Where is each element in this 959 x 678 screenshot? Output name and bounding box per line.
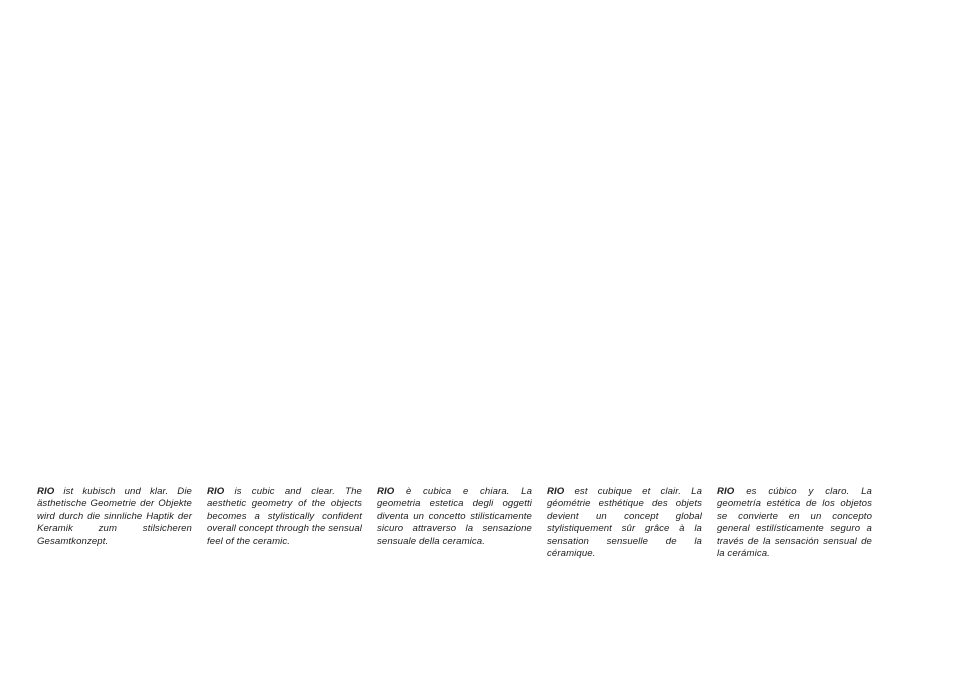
text-column-french xyxy=(547,486,702,560)
text-column-german xyxy=(37,486,192,560)
product-name-rio: RIO xyxy=(717,486,735,497)
paragraph-german xyxy=(37,486,192,548)
paragraph-spanish-text: es cúbico y claro. La geometría estética de los objetos se convierte en un concepto general estilísticamente seguro a través de la sensación sensual de la cerámica. xyxy=(717,486,872,560)
paragraph-english xyxy=(207,486,362,548)
paragraph-german-text: ist kubisch und klar. Die ästhetische Geometrie der Objekte wird durch die sinnliche Haptik der Keramik zum stilsicheren Gesamtkonzept. xyxy=(37,486,192,547)
product-name-rio: RIO xyxy=(207,486,225,497)
text-column-italian xyxy=(377,486,532,560)
paragraph-spanish xyxy=(717,486,872,560)
text-column-english xyxy=(207,486,362,560)
product-name-rio: RIO xyxy=(377,486,395,497)
product-name-rio: RIO xyxy=(547,486,565,497)
paragraph-italian-text: è cubica e chiara. La geometria estetica degli oggetti diventa un concetto stilisticamente sicuro attraverso la sensazione sensuale della ceramica. xyxy=(377,486,533,547)
paragraph-french xyxy=(547,486,702,560)
text-column-spanish xyxy=(717,486,872,560)
product-name-rio: RIO xyxy=(37,486,55,497)
paragraph-italian xyxy=(377,486,532,548)
language-text-columns xyxy=(37,486,872,560)
paragraph-french-text: est cubique et clair. La géométrie esthétique des objets devient un concept global stylistiquement sûr grâce à la sensation sensuelle de la céramique. xyxy=(547,486,702,560)
paragraph-english-text: is cubic and clear. The aesthetic geometry of the objects becomes a stylistically confident overall concept through the sensual feel of the ceramic. xyxy=(207,486,362,547)
